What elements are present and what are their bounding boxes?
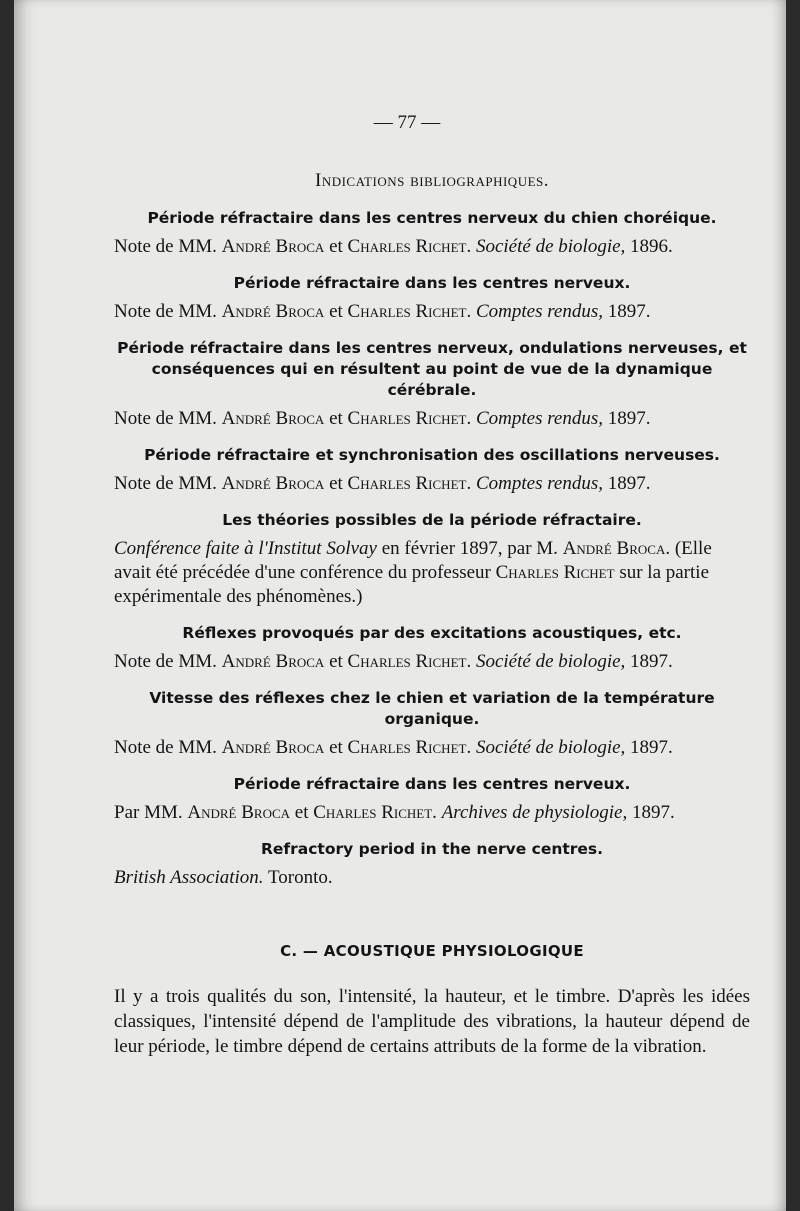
entry-title: Période réfractaire et synchronisation des oscillations nerveuses.: [144, 446, 720, 464]
bibliography-entry: [114, 688, 750, 760]
entry-note: Note de MM. André Broca et Charles Richet. Comptes rendus, 1897.: [114, 473, 651, 494]
bibliography-entry: [114, 774, 750, 825]
entry-note: Note de MM. André Broca et Charles Richet. Comptes rendus, 1897.: [114, 301, 651, 322]
section-title: C. — ACOUSTIQUE PHYSIOLOGIQUE: [280, 942, 584, 960]
entry-note: Conférence faite à l'Institut Solvay en février 1897, par M. André Broca. (Elle avait été précédée d'une conférence du professeur Charles Richet sur la partie expérimentale des phénomènes.): [114, 538, 712, 607]
bibliography-entry: [114, 338, 750, 431]
entry-note: Par MM. André Broca et Charles Richet. Archives de physiologie, 1897.: [114, 802, 675, 823]
entry-title: Vitesse des réflexes chez le chien et variation de la température organique.: [149, 689, 715, 728]
page-number: — 77 —: [373, 112, 441, 133]
bibliography-entry: [114, 273, 750, 324]
bibliography-entry: [114, 623, 750, 674]
bibliography-entry-solvay: [114, 510, 750, 609]
page: [14, 0, 786, 1211]
entry-title: Les théories possibles de la période réfractaire.: [222, 511, 642, 529]
entry-note: Note de MM. André Broca et Charles Richet. Société de biologie, 1897.: [114, 651, 673, 672]
entry-note: Note de MM. André Broca et Charles Richet. Société de biologie, 1897.: [114, 737, 673, 758]
entry-title: Réflexes provoqués par des excitations acoustiques, etc.: [182, 624, 682, 642]
entry-note: British Association. Toronto.: [114, 867, 333, 888]
bibliography-entry-english: [114, 839, 750, 890]
entry-note: Note de MM. André Broca et Charles Richet. Comptes rendus, 1897.: [114, 408, 651, 429]
entry-note: Note de MM. André Broca et Charles Richet. Société de biologie, 1896.: [114, 236, 673, 257]
bibliography-entry: [114, 208, 750, 259]
content: [114, 170, 750, 1059]
bibliography-entry: [114, 445, 750, 496]
entry-title: Période réfractaire dans les centres nerveux.: [233, 775, 631, 793]
body-paragraph: Il y a trois qualités du son, l'intensité, la hauteur, et le timbre. D'après les idées classiques, l'intensité dépend de l'amplitude des vibrations, la hauteur dépend de leur période, le timbre dépend de certains attributs de la forme de la vibration.: [114, 986, 750, 1057]
entry-title: Refractory period in the nerve centres.: [260, 840, 604, 858]
bibliography-heading: Indications bibliographiques.: [315, 170, 549, 191]
entry-title: Période réfractaire dans les centres nerveux du chien choréique.: [147, 209, 717, 227]
entry-title: Période réfractaire dans les centres nerveux.: [233, 274, 631, 292]
entry-title: Période réfractaire dans les centres nerveux, ondulations nerveuses, et conséquences qui en résultent au point de vue de la dynamique cérébrale.: [117, 339, 747, 399]
